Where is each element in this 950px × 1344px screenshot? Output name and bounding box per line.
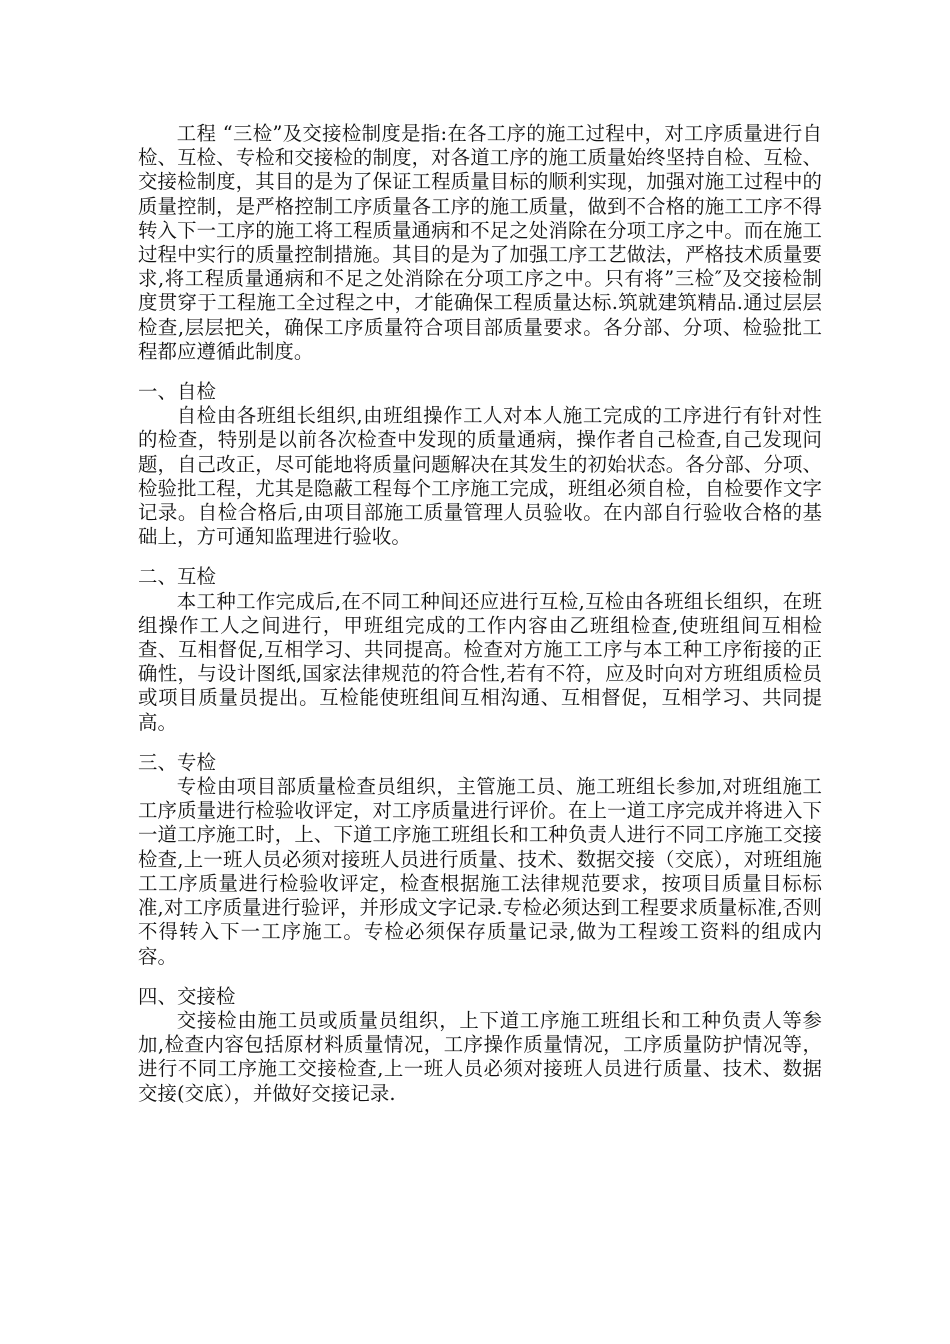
section-heading: 二、互检 — [138, 565, 216, 589]
document-page — [138, 122, 822, 1106]
section-body: 本工种工作完成后,在不同工种间还应进行互检,互检由各班组长组织，在班组操作工人之间进行，甲班组完成的工作内容由乙班组检查,使班组间互相检查、互相督促,互相学习、共同提高。检查对方施工工序与本工种工序衔接的正确性，与设计图纸,国家法律规范的符合性,若有不符，应及时向对方班组质检员或项目质量员提出。互检能使班组间互相沟通、互相督促，互相学习、共同提高。 — [138, 589, 822, 734]
section-heading: 四、交接检 — [138, 984, 236, 1008]
section-special-inspection — [138, 751, 822, 969]
intro-paragraph: 工程 “三检”及交接检制度是指:在各工序的施工过程中，对工序质量进行自检、互检、专检和交接检的制度，对各道工序的施工质量始终坚持自检、互检、交接检制度，其目的是为了保证工程质量目标的顺利实现，加强对施工过程中的质量控制，是严格控制工序质量各工序的施工质量，做到不合格的施工工序不得转入下一工序的施工将工程质量通病和不足之处消除在分项工序之中。而在施工过程中实行的质量控制措施。其目的是为了加强工序工艺做法，严格技术质量要求,将工程质量通病和不足之处消除在分项工序之中。只有将”三检″及交接检制度贯穿于工程施工全过程之中，才能确保工程质量达标.筑就建筑精品.通过层层检查,层层把关，确保工序质量符合项目部质量要求。各分部、分项、检验批工程都应遵循此制度。 — [138, 122, 822, 363]
section-heading: 一、自检 — [138, 380, 216, 404]
section-handover-inspection — [138, 985, 822, 1106]
section-body: 专检由项目部质量检查员组织，主管施工员、施工班组长参加,对班组施工工序质量进行检验收评定，对工序质量进行评价。在上一道工序完成并将进入下一道工序施工时，上、下道工序施工班组长和工种负责人进行不同工序施工交接检查,上一班人员必须对接班人员进行质量、技术、数据交接（交底），对班组施工工序质量进行检验收评定，检查根据施工法律规范要求，按项目质量目标标准,对工序质量进行验评，并形成文字记录.专检必须达到工程要求质量标准,否则不得转入下一工序施工。专检必须保存质量记录,做为工程竣工资料的组成内容。 — [138, 775, 822, 968]
section-mutual-inspection — [138, 565, 822, 734]
section-body: 自检由各班组长组织,由班组操作工人对本人施工完成的工序进行有针对性的检查，特别是以前各次检查中发现的质量通病，操作者自己检查,自己发现问题，自己改正，尽可能地将质量问题解决在其发生的初始状态。各分部、分项、检验批工程，尤其是隐蔽工程每个工序施工完成，班组必须自检，自检要作文字记录。自检合格后,由项目部施工质量管理人员验收。在内部自行验收合格的基础上，方可通知监理进行验收。 — [138, 404, 822, 549]
section-heading: 三、专检 — [138, 750, 216, 774]
section-body: 交接检由施工员或质量员组织，上下道工序施工班组长和工种负责人等参加,检查内容包括原材料质量情况，工序操作质量情况，工序质量防护情况等，进行不同工序施工交接检查,上一班人员必须对接班人员进行质量、技术、数据交接(交底），并做好交接记录. — [138, 1008, 822, 1105]
section-self-inspection — [138, 380, 822, 549]
